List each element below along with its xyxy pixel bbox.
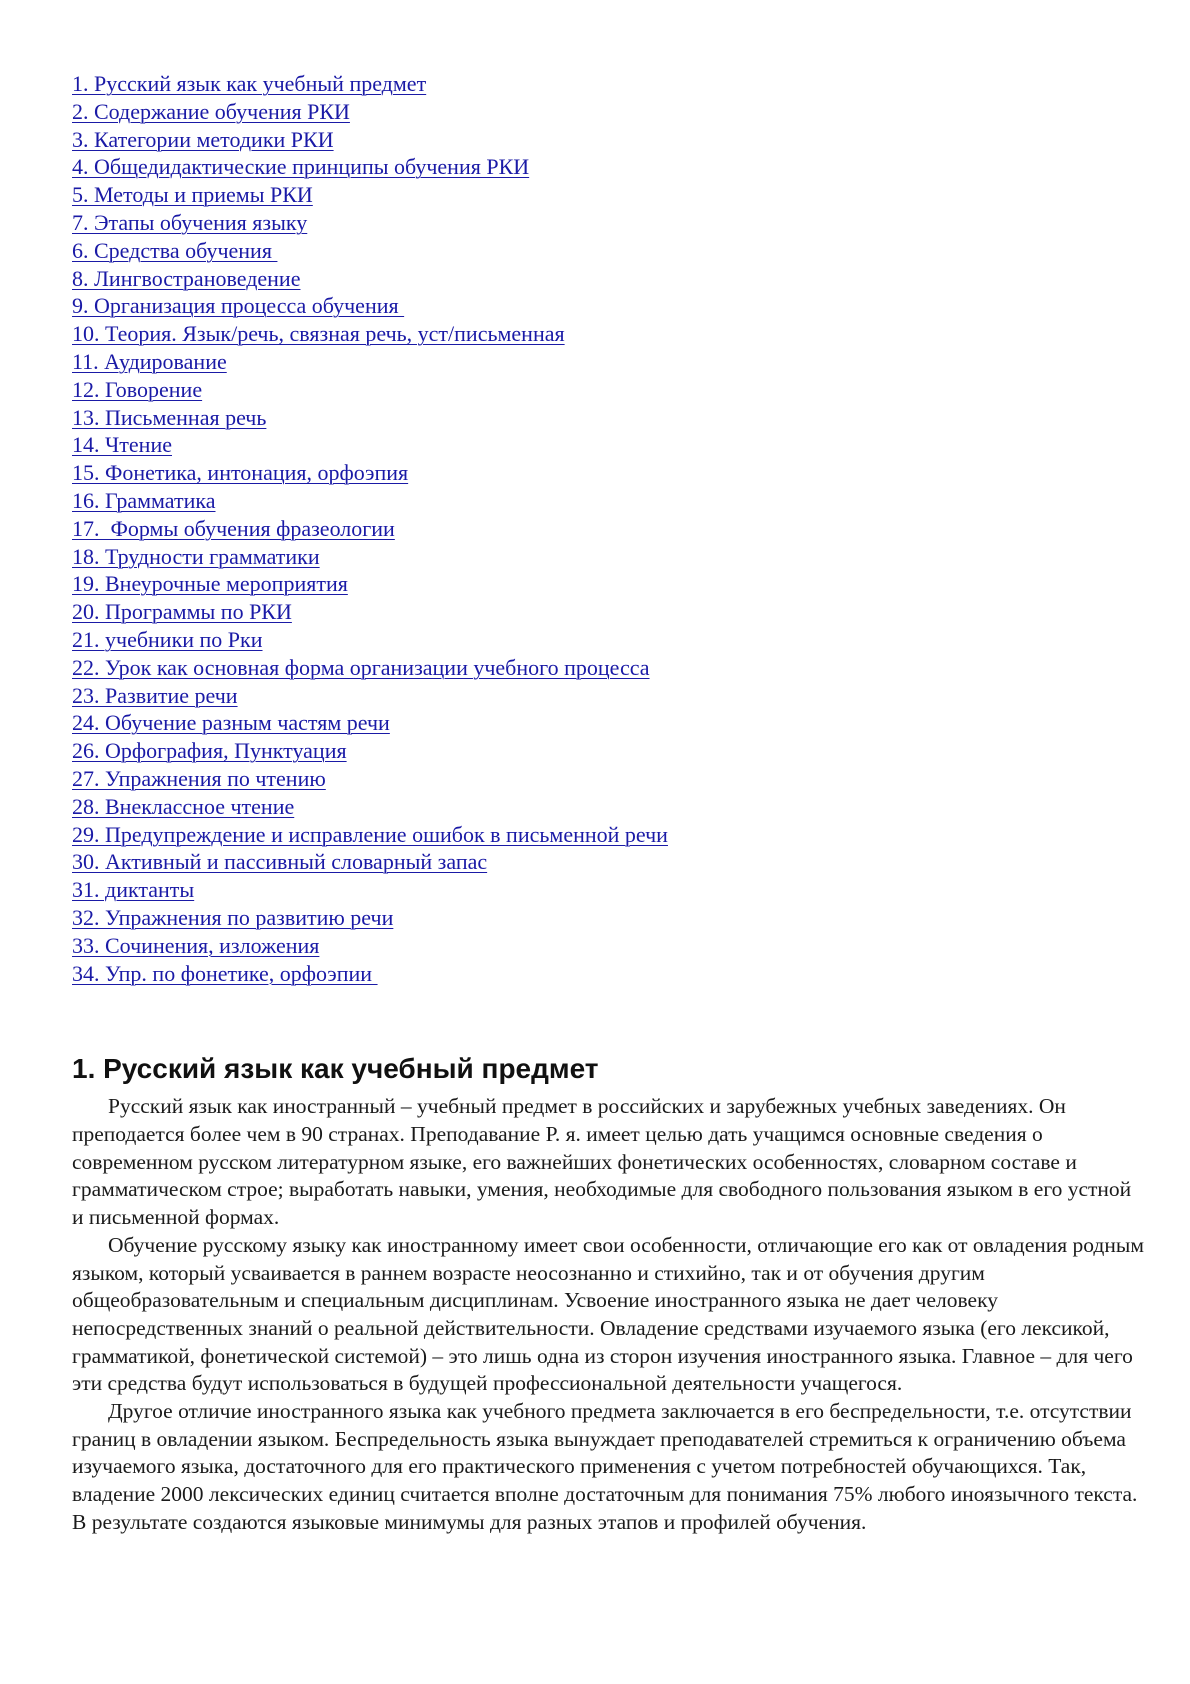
toc-item bbox=[72, 126, 1147, 154]
toc-link[interactable]: 15. Фонетика, интонация, орфоэпия bbox=[72, 460, 409, 486]
toc-item bbox=[72, 737, 1147, 765]
toc-link[interactable]: 18. Трудности грамматики bbox=[72, 543, 320, 569]
toc-link[interactable]: 14. Чтение bbox=[72, 432, 172, 458]
toc-link[interactable]: 32. Упражнения по развитию речи bbox=[72, 904, 394, 930]
toc-item bbox=[72, 793, 1147, 821]
toc-item bbox=[72, 376, 1147, 404]
toc-item bbox=[72, 404, 1147, 432]
toc-item bbox=[72, 904, 1147, 932]
section-body bbox=[72, 1093, 1147, 1536]
toc-link[interactable]: 1. Русский язык как учебный предмет bbox=[72, 71, 427, 96]
toc-item bbox=[72, 570, 1147, 598]
toc-item bbox=[72, 459, 1147, 487]
toc-item bbox=[72, 543, 1147, 571]
toc-item bbox=[72, 70, 1147, 98]
toc-item bbox=[72, 598, 1147, 626]
toc-link[interactable]: 34. Упр. по фонетике, орфоэпии bbox=[72, 960, 378, 986]
toc-item bbox=[72, 515, 1147, 543]
paragraph: Русский язык как иностранный – учебный предмет в российских и зарубежных учебных заведениях. Он преподается более чем в 90 странах. Преподавание Р. я. имеет целью дать учащимся основные сведения о современном русском литературном языке, его важнейших фонетических особенностях, словарном составе и грамматическом строе; выработать навыки, умения, необходимые для свободного пользования языком в его устной и письменной формах. bbox=[72, 1094, 1132, 1230]
toc-link[interactable]: 4. Общедидактические принципы обучения РКИ bbox=[72, 154, 530, 180]
toc-link[interactable]: 10. Теория. Язык/речь, связная речь, уст/письменная bbox=[72, 321, 565, 347]
toc-link[interactable]: 29. Предупреждение и исправление ошибок в письменной речи bbox=[72, 821, 668, 847]
paragraph: Обучение русскому языку как иностранному имеет свои особенности, отличающие его как от овладения родным языком, который усваивается в раннем возрасте неосознанно и стихийно, так и от обучения другим общеобразовательным и специальным дисциплинам. Усвоение иностранного языка не дает человеку непосредственных знаний о реальной действительности. Овладение средствами изучаемого языка (его лексикой, грамматикой, фонетической системой) – это лишь одна из сторон изучения иностранного языка. Главное – для чего эти средства будут использоваться в будущей профессиональной деятельности учащегося. bbox=[72, 1232, 1144, 1396]
toc-item bbox=[72, 292, 1147, 320]
toc-item bbox=[72, 626, 1147, 654]
toc-item bbox=[72, 876, 1147, 904]
toc-link[interactable]: 23. Развитие речи bbox=[72, 682, 238, 708]
toc-link[interactable]: 20. Программы по РКИ bbox=[72, 599, 292, 625]
toc-item bbox=[72, 487, 1147, 515]
toc-item bbox=[72, 181, 1147, 209]
toc-item bbox=[72, 960, 1147, 988]
toc-item bbox=[72, 348, 1147, 376]
toc-item bbox=[72, 848, 1147, 876]
toc-link[interactable]: 33. Сочинения, изложения bbox=[72, 932, 320, 958]
paragraph: Другое отличие иностранного языка как учебного предмета заключается в его беспредельности, т.е. отсутствии границ в овладении языком. Беспредельность языка вынуждает преподавателей стремиться к ограничению объема изучаемого языка, достаточного для его практического применения с учетом потребностей обучающихся. Так, владение 2000 лексических единиц считается вполне достаточным для понимания 75% любого иноязычного текста. В результате создаются языковые минимумы для разных этапов и профилей обучения. bbox=[72, 1399, 1138, 1534]
toc-link[interactable]: 28. Внеклассное чтение bbox=[72, 793, 295, 819]
toc-item bbox=[72, 765, 1147, 793]
toc-link[interactable]: 17. Формы обучения фразеологии bbox=[72, 515, 395, 541]
toc-link[interactable]: 24. Обучение разным частям речи bbox=[72, 710, 390, 736]
toc-link[interactable]: 7. Этапы обучения языку bbox=[72, 209, 308, 235]
toc-link[interactable]: 13. Письменная речь bbox=[72, 404, 267, 430]
toc-link[interactable]: 11. Аудирование bbox=[72, 348, 227, 374]
toc-item bbox=[72, 265, 1147, 293]
document-page bbox=[72, 70, 1147, 1537]
toc-item bbox=[72, 821, 1147, 849]
section-heading: 1. Русский язык как учебный предмет bbox=[72, 1053, 599, 1085]
toc-link[interactable]: 5. Методы и приемы РКИ bbox=[72, 182, 313, 208]
toc-link[interactable]: 9. Организация процесса обучения bbox=[72, 293, 405, 319]
toc-link[interactable]: 27. Упражнения по чтению bbox=[72, 765, 326, 791]
toc-item bbox=[72, 98, 1147, 126]
toc-link[interactable]: 8. Лингвострановедение bbox=[72, 265, 301, 291]
toc-item bbox=[72, 932, 1147, 960]
toc-link[interactable]: 30. Активный и пассивный словарный запас bbox=[72, 849, 488, 875]
toc-item bbox=[72, 654, 1147, 682]
toc-link[interactable]: 31. диктанты bbox=[72, 877, 195, 903]
toc-item bbox=[72, 320, 1147, 348]
toc-link[interactable]: 19. Внеурочные мероприятия bbox=[72, 571, 348, 597]
toc-link[interactable]: 12. Говорение bbox=[72, 376, 203, 402]
toc-item bbox=[72, 709, 1147, 737]
toc-item bbox=[72, 153, 1147, 181]
toc-link[interactable]: 3. Категории методики РКИ bbox=[72, 126, 334, 152]
toc-link[interactable]: 6. Средства обучения bbox=[72, 237, 278, 263]
table-of-contents bbox=[72, 70, 1147, 987]
toc-item bbox=[72, 237, 1147, 265]
toc-item bbox=[72, 209, 1147, 237]
toc-link[interactable]: 26. Орфография, Пунктуация bbox=[72, 738, 347, 764]
toc-link[interactable]: 16. Грамматика bbox=[72, 487, 216, 513]
toc-item bbox=[72, 682, 1147, 710]
toc-link[interactable]: 2. Содержание обучения РКИ bbox=[72, 98, 350, 124]
toc-item bbox=[72, 431, 1147, 459]
toc-link[interactable]: 22. Урок как основная форма организации учебного процесса bbox=[72, 654, 650, 680]
toc-link[interactable]: 21. учебники по Рки bbox=[72, 626, 263, 652]
